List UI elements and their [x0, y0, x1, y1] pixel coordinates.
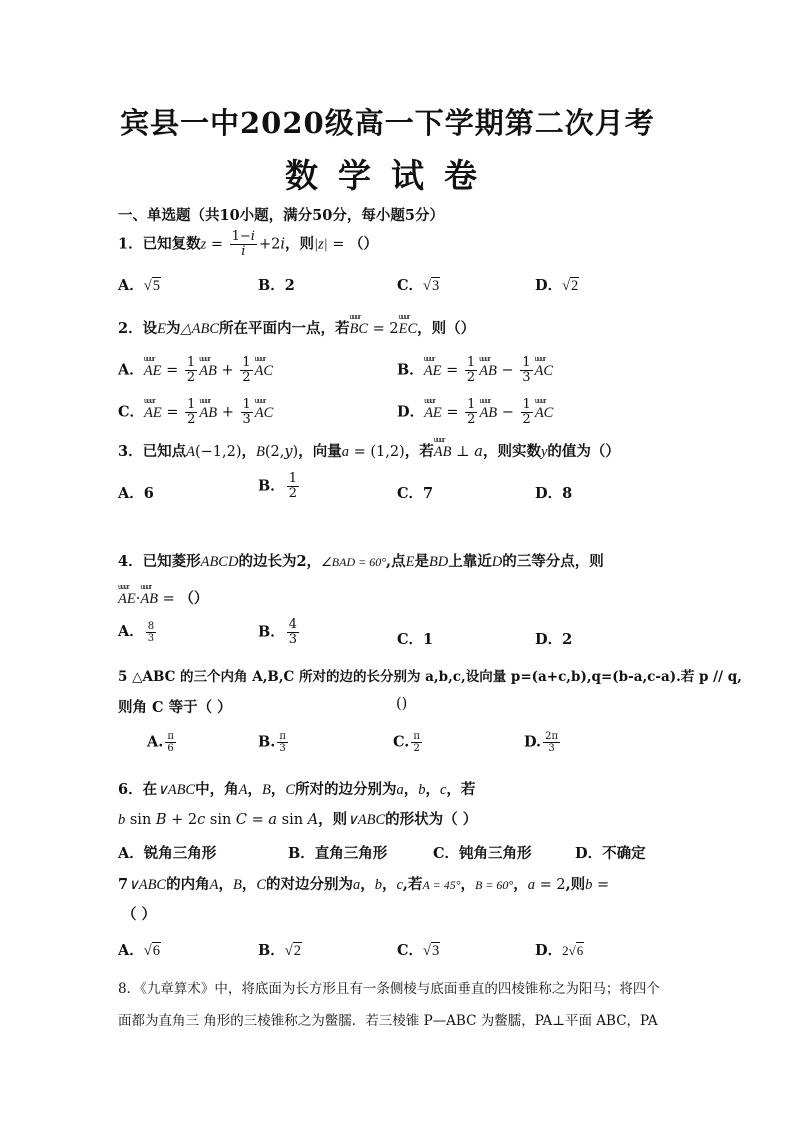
q2-option-a: A．uuur AE = $\frac{1}{2}$ uuur AB + $\frac{1}{2}$ uuur AC: [118, 356, 273, 385]
question-1: 1．已知复数z = $\frac{1-i}{i}$ +2i，则|z| = （）: [118, 229, 378, 259]
q6-option-a: A．锐角三角形: [118, 845, 217, 862]
q5-option-c: C. $\frac{\pi}{2}$: [393, 731, 420, 754]
q7-option-c: C．√3: [397, 942, 440, 959]
q2-option-c: C．uuur AE = $\frac{1}{2}$ uuur AB + $\frac{1}{3}$ uuur AC: [118, 398, 273, 427]
q1-prefix: 1．已知复数: [118, 235, 201, 253]
q3-option-c: C．7: [397, 485, 434, 502]
question-4: 4．已知菱形ABCD的边长为2，∠BAD = 60°,点E是BD上靠近D的三等分点，则: [118, 553, 604, 570]
question-5: 5 △ABC 的三个内角 A,B,C 所对的边的长分别为 a,b,c,设向量 p=(a+c,b),q=(b-a,c-a).若 p // q,: [118, 669, 742, 685]
q1-option-c: C．√3: [397, 277, 440, 294]
question-2: 2．设E为△ABC所在平面内一点，若uuur BC = 2uuur EC，则（）: [118, 317, 475, 338]
q1-suffix: ，则: [284, 235, 314, 253]
q1-option-a: A．√5: [118, 277, 160, 294]
q5-option-a: A. $\frac{\pi}{6}$: [147, 731, 174, 754]
q3-option-d: D．8: [535, 485, 573, 502]
q5-option-b: B. $\frac{\pi}{3}$: [258, 731, 286, 754]
question-8-line1: 8．《九章算术》中，将底面为长方形且有一条侧棱与底面垂直的四棱锥称之为阳马；将四个: [118, 981, 660, 997]
q7-option-d: D．2√6: [535, 942, 584, 959]
q4-option-d: D．2: [535, 631, 573, 648]
q4-option-b: B． $\frac{4}{3}$: [258, 617, 298, 647]
q6-option-b: B．直角三角形: [288, 845, 388, 862]
q7-option-a: A．√6: [118, 942, 160, 959]
section-heading: 一、单选题（共10小题，满分50分，每小题5分）: [118, 207, 444, 224]
question-7: 7∨ABC的内角A，B，C的对边分别为a，b，c,若A = 45°，B = 60°，a = 2,则b =: [118, 876, 610, 893]
q5-option-d: D. $\frac{2\pi}{3}$: [524, 731, 559, 754]
q2-option-b: B．uuur AE = $\frac{1}{2}$ uuur AB − $\frac{1}{3}$ uuur AC: [397, 356, 553, 385]
q1-tail: （）: [348, 235, 378, 253]
q7-option-b: B．√2: [258, 942, 301, 959]
q5-paren: (): [396, 696, 408, 712]
question-4-line2: uuur AE·uuur AB = （）: [118, 587, 208, 608]
q2-option-d: D．uuur AE = $\frac{1}{2}$ uuur AB − $\frac{1}{2}$ uuur AC: [397, 398, 553, 427]
exam-subtitle: 数学试卷: [285, 156, 497, 195]
q4-option-a: A． $\frac{8}{3}$: [118, 620, 155, 644]
question-8-line2: 面都为直角三 角形的三棱锥称之为鳖臑．若三棱锥 P—ABC 为鳖臑，PA⊥平面 ABC，PA: [118, 1013, 658, 1029]
question-3: 3．已知点A(−1,2)，B(2,y)，向量a = (1,2)，若uuur AB ⊥ a，则实数y的值为（）: [118, 440, 620, 461]
q3-option-a: A．6: [118, 485, 154, 502]
question-7-line2: （ ）: [122, 906, 157, 923]
exam-title: 宾县一中2020级高一下学期第二次月考: [120, 106, 655, 140]
q6-option-d: D．不确定: [575, 845, 646, 862]
q4-option-c: C．1: [397, 631, 434, 648]
question-6: 6．在∨ABC中，角A，B，C所对的边分别为a，b，c，若: [118, 781, 476, 798]
q6-option-c: C．钝角三角形: [433, 845, 532, 862]
q1-option-b: B．2: [258, 277, 295, 294]
q1-option-d: D．√2: [535, 277, 579, 294]
question-5-line2: 则角 C 等于（ ）: [118, 699, 232, 716]
question-6-line2: b sin B + 2c sin C = a sin A，则∨ABC的形状为（ ）: [118, 811, 478, 828]
q3-option-b: B． $\frac{1}{2}$: [258, 471, 298, 501]
